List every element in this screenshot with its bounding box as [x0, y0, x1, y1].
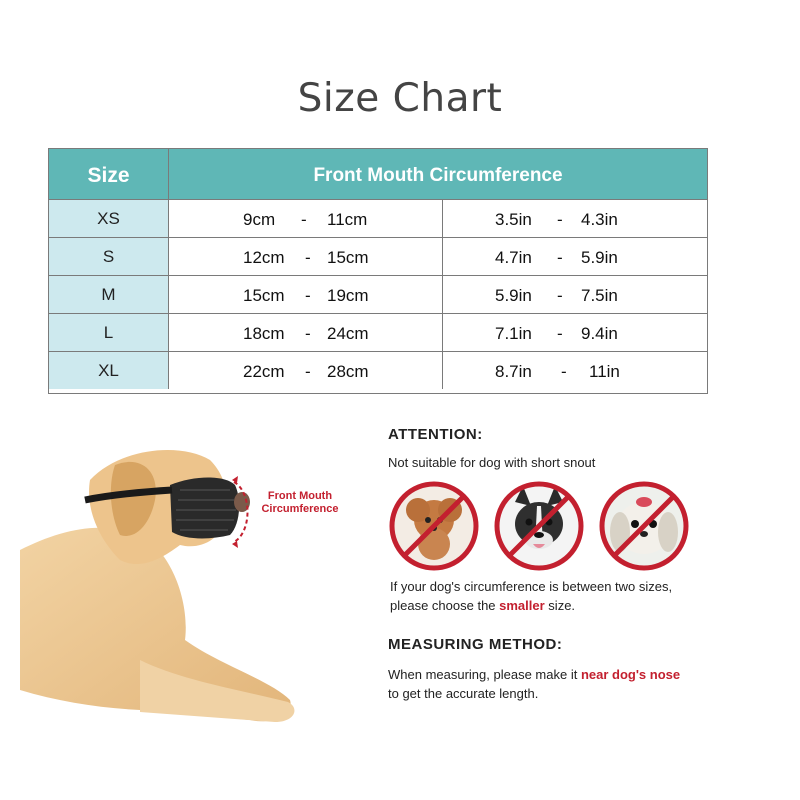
in-min: 4.7in [495, 248, 532, 267]
size-cell: L [49, 314, 169, 351]
dash: - [305, 248, 311, 267]
inch-cell [443, 314, 707, 351]
in-min: 3.5in [495, 210, 532, 229]
inch-cell [443, 238, 707, 275]
cm-max: 19cm [327, 286, 369, 305]
in-min: 8.7in [495, 362, 532, 381]
cm-max: 24cm [327, 324, 369, 343]
dog-muzzle-illustration [20, 440, 370, 740]
in-min: 5.9in [495, 286, 532, 305]
size-cell: M [49, 276, 169, 313]
size-note-line2 [390, 596, 672, 615]
in-max: 4.3in [581, 210, 618, 229]
measuring-text-pre: When measuring, please make it [388, 667, 581, 682]
inch-cell [443, 200, 707, 237]
size-table [48, 148, 708, 394]
page-title: Size Chart [297, 76, 503, 121]
cm-cell [169, 314, 443, 351]
size-cell: S [49, 238, 169, 275]
table-header [49, 149, 707, 199]
front-mouth-label-line1: Front Mouth [267, 490, 333, 502]
dash: - [557, 286, 563, 305]
cm-cell [169, 276, 443, 313]
dash: - [305, 324, 311, 343]
in-max: 9.4in [581, 324, 618, 343]
inch-cell [443, 276, 707, 313]
measuring-text-line2: to get the accurate length. [388, 686, 539, 701]
attention-title: ATTENTION: [388, 426, 483, 443]
table-row [49, 313, 707, 351]
dash: - [301, 210, 307, 229]
size-note [390, 577, 672, 615]
table-row [49, 237, 707, 275]
measuring-text-line1 [388, 665, 680, 684]
measuring-text-highlight: near dog's nose [580, 667, 681, 682]
cm-cell [169, 200, 443, 237]
dash: - [305, 362, 311, 381]
measuring-text [388, 665, 680, 703]
table-row [49, 351, 707, 389]
inch-cell [443, 352, 707, 389]
dash: - [557, 248, 563, 267]
front-mouth-label [250, 490, 350, 516]
no-shih-tzu-icon [598, 480, 690, 572]
cm-cell [169, 352, 443, 389]
attention-subtitle: Not suitable for dog with short snout [388, 455, 596, 470]
no-poodle-icon [388, 480, 480, 572]
in-max: 7.5in [581, 286, 618, 305]
size-note-post: size. [544, 598, 576, 613]
header-size: Size [49, 149, 169, 199]
in-min: 7.1in [495, 324, 532, 343]
cm-min: 9cm [243, 210, 276, 229]
dash: - [557, 210, 563, 229]
cm-max: 28cm [327, 362, 369, 381]
dash: - [305, 286, 311, 305]
cm-min: 15cm [243, 286, 285, 305]
size-cell: XL [49, 352, 169, 389]
dog-image [20, 440, 370, 740]
cm-min: 18cm [243, 324, 285, 343]
cm-max: 11cm [327, 210, 368, 229]
size-note-pre: please choose the [390, 598, 500, 613]
in-max: 5.9in [581, 248, 618, 267]
table-row [49, 275, 707, 313]
dash: - [561, 362, 567, 381]
size-note-highlight: smaller [499, 598, 545, 613]
size-note-line1: If your dog's circumference is between two sizes, [390, 579, 673, 594]
header-front-mouth-circumference: Front Mouth Circumference [313, 165, 563, 186]
table-row [49, 199, 707, 237]
cm-min: 12cm [243, 248, 285, 267]
in-max: 11in [589, 362, 620, 381]
measuring-title: MEASURING METHOD: [388, 636, 563, 653]
cm-min: 22cm [243, 362, 285, 381]
no-french-bulldog-icon [493, 480, 585, 572]
cm-max: 15cm [327, 248, 369, 267]
front-mouth-label-line2: Circumference [261, 503, 339, 515]
dash: - [557, 324, 563, 343]
cm-cell [169, 238, 443, 275]
size-cell: XS [49, 200, 169, 237]
